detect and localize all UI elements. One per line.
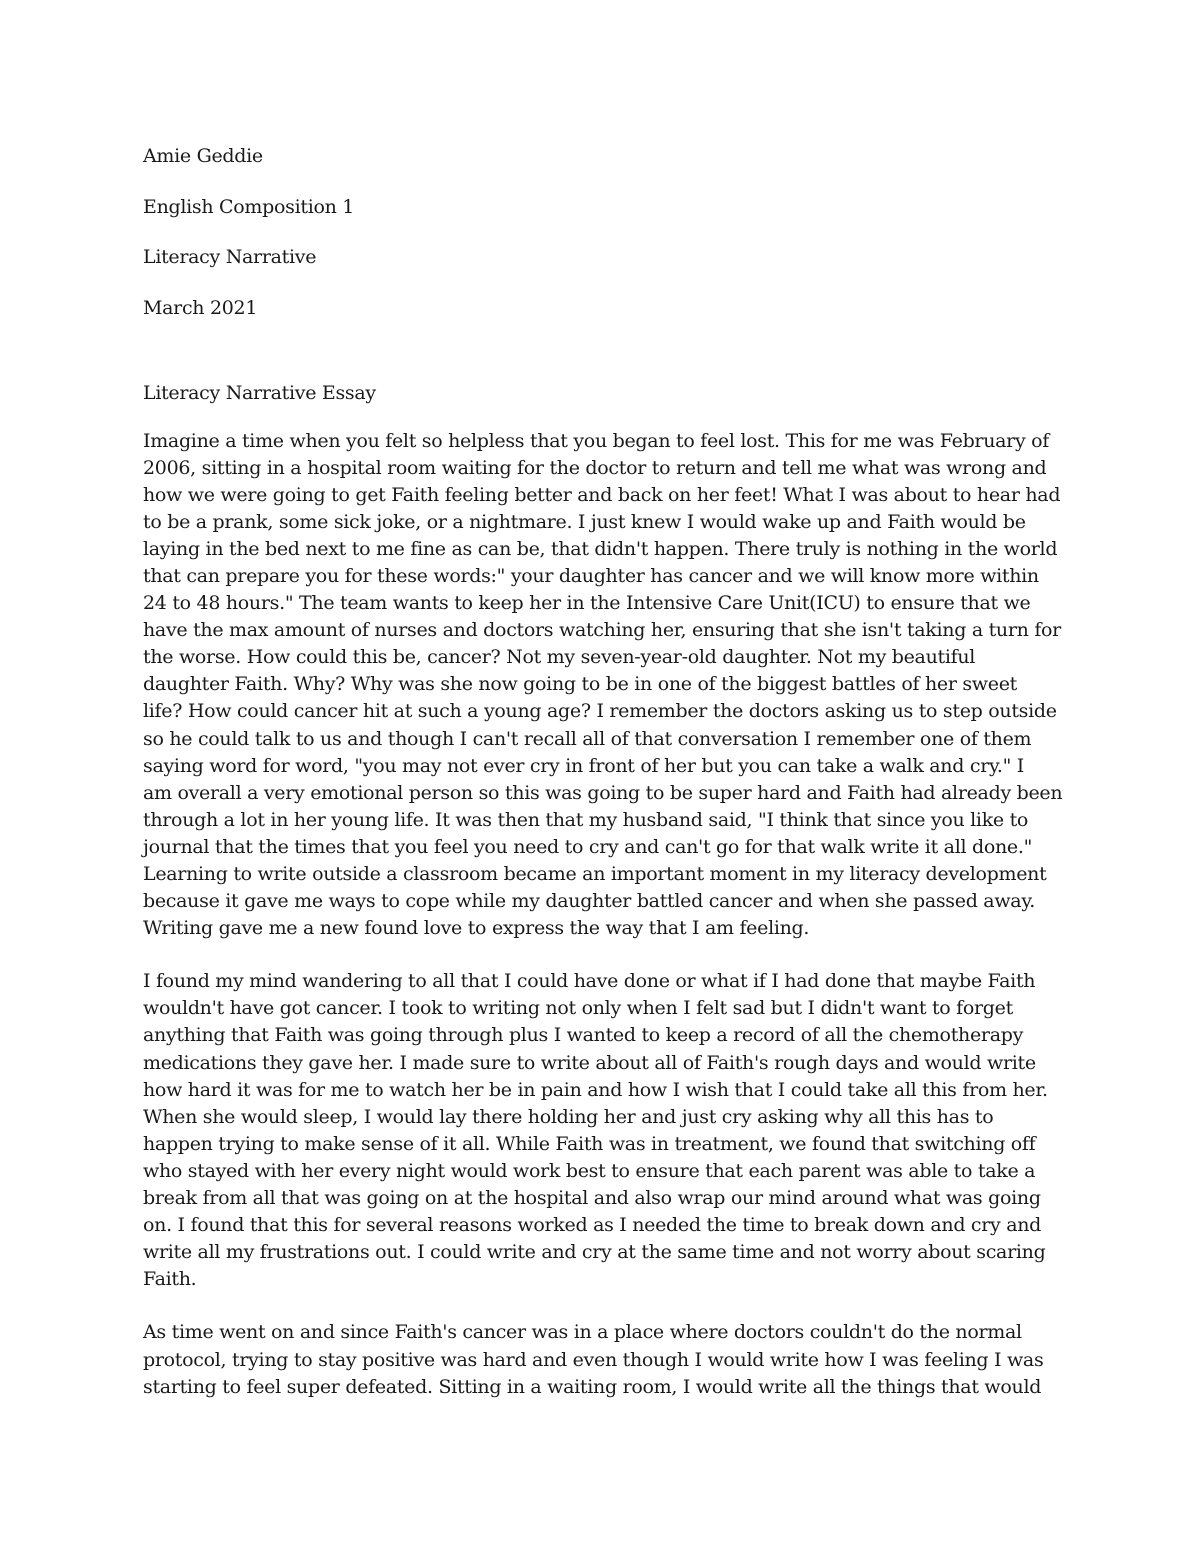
author-name: Amie Geddie — [143, 145, 263, 167]
document-date: March 2021 — [143, 296, 258, 319]
paragraph-line: who stayed with her every night would work best to ensure that each parent was able to take a — [143, 1159, 1036, 1182]
essay-paragraphs — [143, 428, 1063, 1401]
essay-paragraph — [143, 968, 1063, 1293]
paragraph-line: the worse. How could this be, cancer? Not my seven-year-old daughter. Not my beautiful — [143, 646, 976, 669]
paragraph-line: 24 to 48 hours." The team wants to keep her in the Intensive Care Unit(ICU) to ensure that we — [143, 592, 1031, 615]
paragraph-line: anything that Faith was going through plus I wanted to keep a record of all the chemotherapy — [143, 1024, 1024, 1047]
course-name: English Composition 1 — [143, 195, 355, 218]
paragraph-line: journal that the times that you feel you need to cry and can't go for that walk write it all done." — [143, 835, 1033, 858]
assignment-name: Literacy Narrative — [143, 246, 317, 268]
paragraph-line: daughter Faith. Why? Why was she now going to be in one of the biggest battles of her sweet — [143, 673, 1017, 696]
essay-paragraph — [143, 1319, 1063, 1400]
paragraph-line: Writing gave me a new found love to express the way that I am feeling. — [143, 917, 810, 940]
paragraph-line: As time went on and since Faith's cancer was in a place where doctors couldn't do the normal — [143, 1321, 1022, 1344]
paragraph-line: that can prepare you for these words:" your daughter has cancer and we will know more within — [143, 564, 1039, 587]
paragraph-line: how we were going to get Faith feeling better and back on her feet! What I was about to hear had — [143, 483, 1061, 506]
paragraph-line: 2006, sitting in a hospital room waiting for the doctor to return and tell me what was wrong and — [143, 456, 1047, 479]
paragraph-line: Imagine a time when you felt so helpless that you began to feel lost. This for me was February of — [143, 429, 1050, 452]
document-body — [143, 140, 1063, 1427]
paragraph-line: Faith. — [143, 1268, 197, 1291]
paragraph-line: happen trying to make sense of it all. While Faith was in treatment, we found that switching off — [143, 1132, 1036, 1155]
paragraph-line: Learning to write outside a classroom became an important moment in my literacy development — [143, 863, 1047, 885]
paragraph-line: When she would sleep, I would lay there holding her and just cry asking why all this has to — [143, 1105, 994, 1128]
paragraph-line: have the max amount of nurses and doctors watching her, ensuring that she isn't taking a turn for — [143, 619, 1061, 642]
paragraph-line: so he could talk to us and though I can't recall all of that conversation I remember one of them — [143, 727, 1032, 750]
paragraph-line: life? How could cancer hit at such a young age? I remember the doctors asking us to step outside — [143, 700, 1057, 723]
paragraph-line: on. I found that this for several reasons worked as I needed the time to break down and cry and — [143, 1214, 1042, 1237]
paragraph-line: because it gave me ways to cope while my daughter battled cancer and when she passed away. — [143, 890, 1035, 913]
paragraph-line: to be a prank, some sick joke, or a nightmare. I just knew I would wake up and Faith would be — [143, 510, 1026, 533]
paragraph-line: protocol, trying to stay positive was hard and even though I would write how I was feeling I was — [143, 1348, 1044, 1371]
paragraph-line: write all my frustrations out. I could write and cry at the same time and not worry about scaring — [143, 1241, 1046, 1264]
paragraph-line: laying in the bed next to me fine as can be, that didn't happen. There truly is nothing in the world — [143, 537, 1058, 560]
paragraph-line: I found my mind wandering to all that I could have done or what if I had done that maybe Faith — [143, 970, 1036, 993]
paragraph-line: wouldn't have got cancer. I took to writing not only when I felt sad but I didn't want to forget — [143, 997, 1013, 1020]
essay-title: Literacy Narrative Essay — [143, 381, 376, 404]
paragraph-line: starting to feel super defeated. Sitting in a waiting room, I would write all the things that would — [143, 1375, 1042, 1398]
paragraph-line: medications they gave her. I made sure to write about all of Faith's rough days and would write — [143, 1051, 1036, 1074]
paragraph-line: saying word for word, "you may not ever cry in front of her but you can take a walk and cry." I — [143, 754, 1025, 777]
paragraph-line: how hard it was for me to watch her be in pain and how I wish that I could take all this from her. — [143, 1078, 1048, 1101]
essay-paragraph — [143, 428, 1063, 943]
paragraph-line: break from all that was going on at the hospital and also wrap our mind around what was going — [143, 1187, 1041, 1210]
paragraph-line: through a lot in her young life. It was then that my husband said, "I think that since you like to — [143, 808, 1029, 831]
paragraph-line: am overall a very emotional person so this was going to be super hard and Faith had already been — [143, 781, 1063, 804]
